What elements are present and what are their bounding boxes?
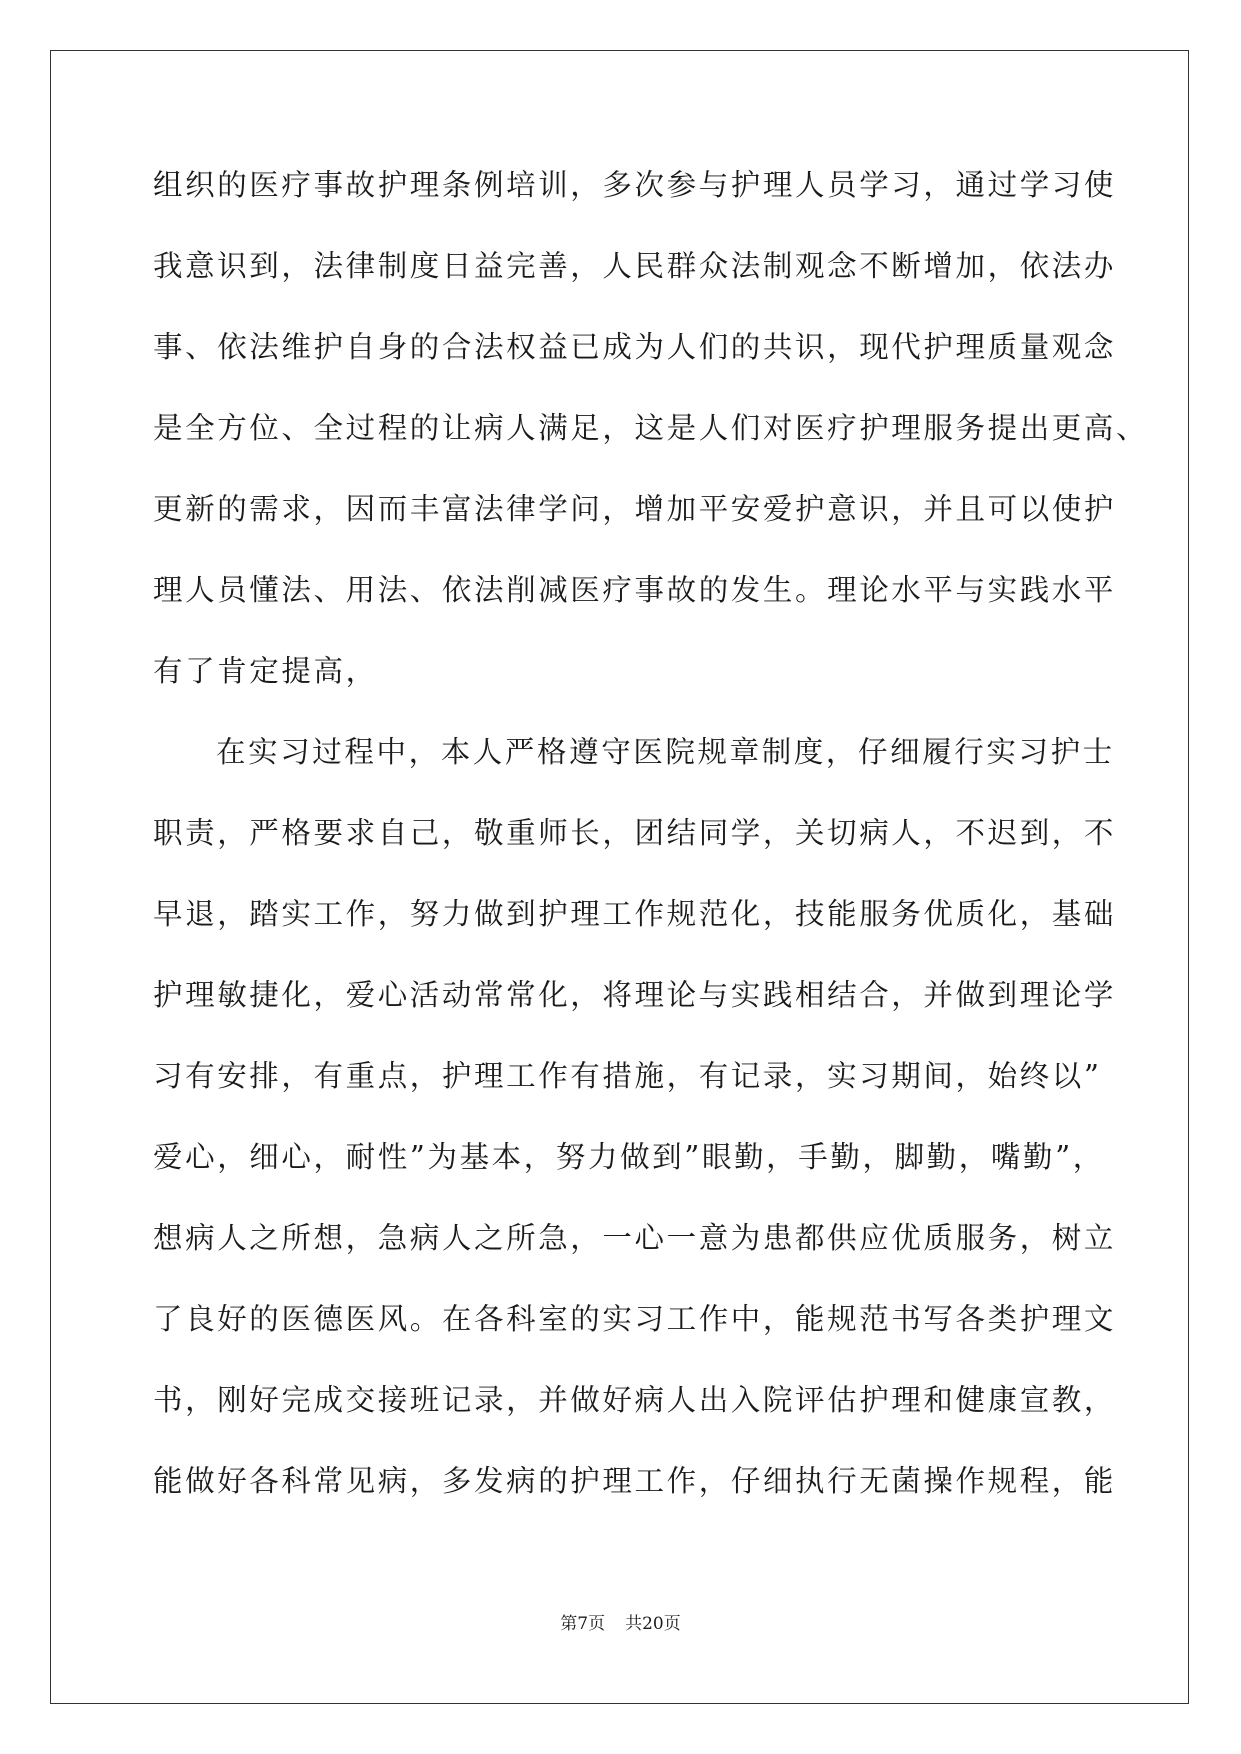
document-body — [153, 165, 1149, 1542]
text-line: 习有安排，有重点，护理工作有措施，有记录，实习期间，始终以” — [153, 1059, 1102, 1093]
text-line: 想病人之所想，急病人之所急，一心一意为患都供应优质服务，树立 — [153, 1221, 1117, 1255]
text-line: 爱心，细心，耐性”为基本，努力做到”眼勤，手勤，脚勤，嘴勤”， — [153, 1140, 1105, 1174]
page-footer — [0, 1609, 1241, 1634]
text-line: 理人员懂法、用法、依法削减医疗事故的发生。理论水平与实践水平 — [153, 573, 1117, 607]
text-line: 更新的需求，因而丰富法律学问，增加平安爱护意识，并且可以使护 — [153, 492, 1117, 526]
text-line: 组织的医疗事故护理条例培训，多次参与护理人员学习，通过学习使 — [153, 168, 1117, 202]
page-number-current: 第7页 — [560, 1614, 606, 1634]
text-line: 早退，踏实工作，努力做到护理工作规范化，技能服务优质化，基础 — [153, 897, 1117, 931]
text-line: 我意识到，法律制度日益完善，人民群众法制观念不断增加，依法办 — [153, 249, 1117, 283]
text-line: 是全方位、全过程的让病人满足，这是人们对医疗护理服务提出更高、 — [153, 411, 1149, 445]
text-line: 事、依法维护自身的合法权益已成为人们的共识，现代护理质量观念 — [153, 330, 1117, 364]
page-number-total: 共20页 — [625, 1614, 681, 1634]
text-line: 能做好各科常见病，多发病的护理工作，仔细执行无菌操作规程，能 — [153, 1464, 1117, 1498]
text-line: 职责，严格要求自己，敬重师长，团结同学，关切病人，不迟到，不 — [153, 816, 1117, 850]
paragraph-start-line: 在实习过程中，本人严格遵守医院规章制度，仔细履行实习护士 — [216, 735, 1115, 769]
text-line: 有了肯定提高， — [153, 654, 378, 688]
text-line: 书，刚好完成交接班记录，并做好病人出入院评估护理和健康宣教， — [153, 1383, 1117, 1417]
text-line: 护理敏捷化，爱心活动常常化，将理论与实践相结合，并做到理论学 — [153, 978, 1117, 1012]
text-line: 了良好的医德医风。在各科室的实习工作中，能规范书写各类护理文 — [153, 1302, 1117, 1336]
